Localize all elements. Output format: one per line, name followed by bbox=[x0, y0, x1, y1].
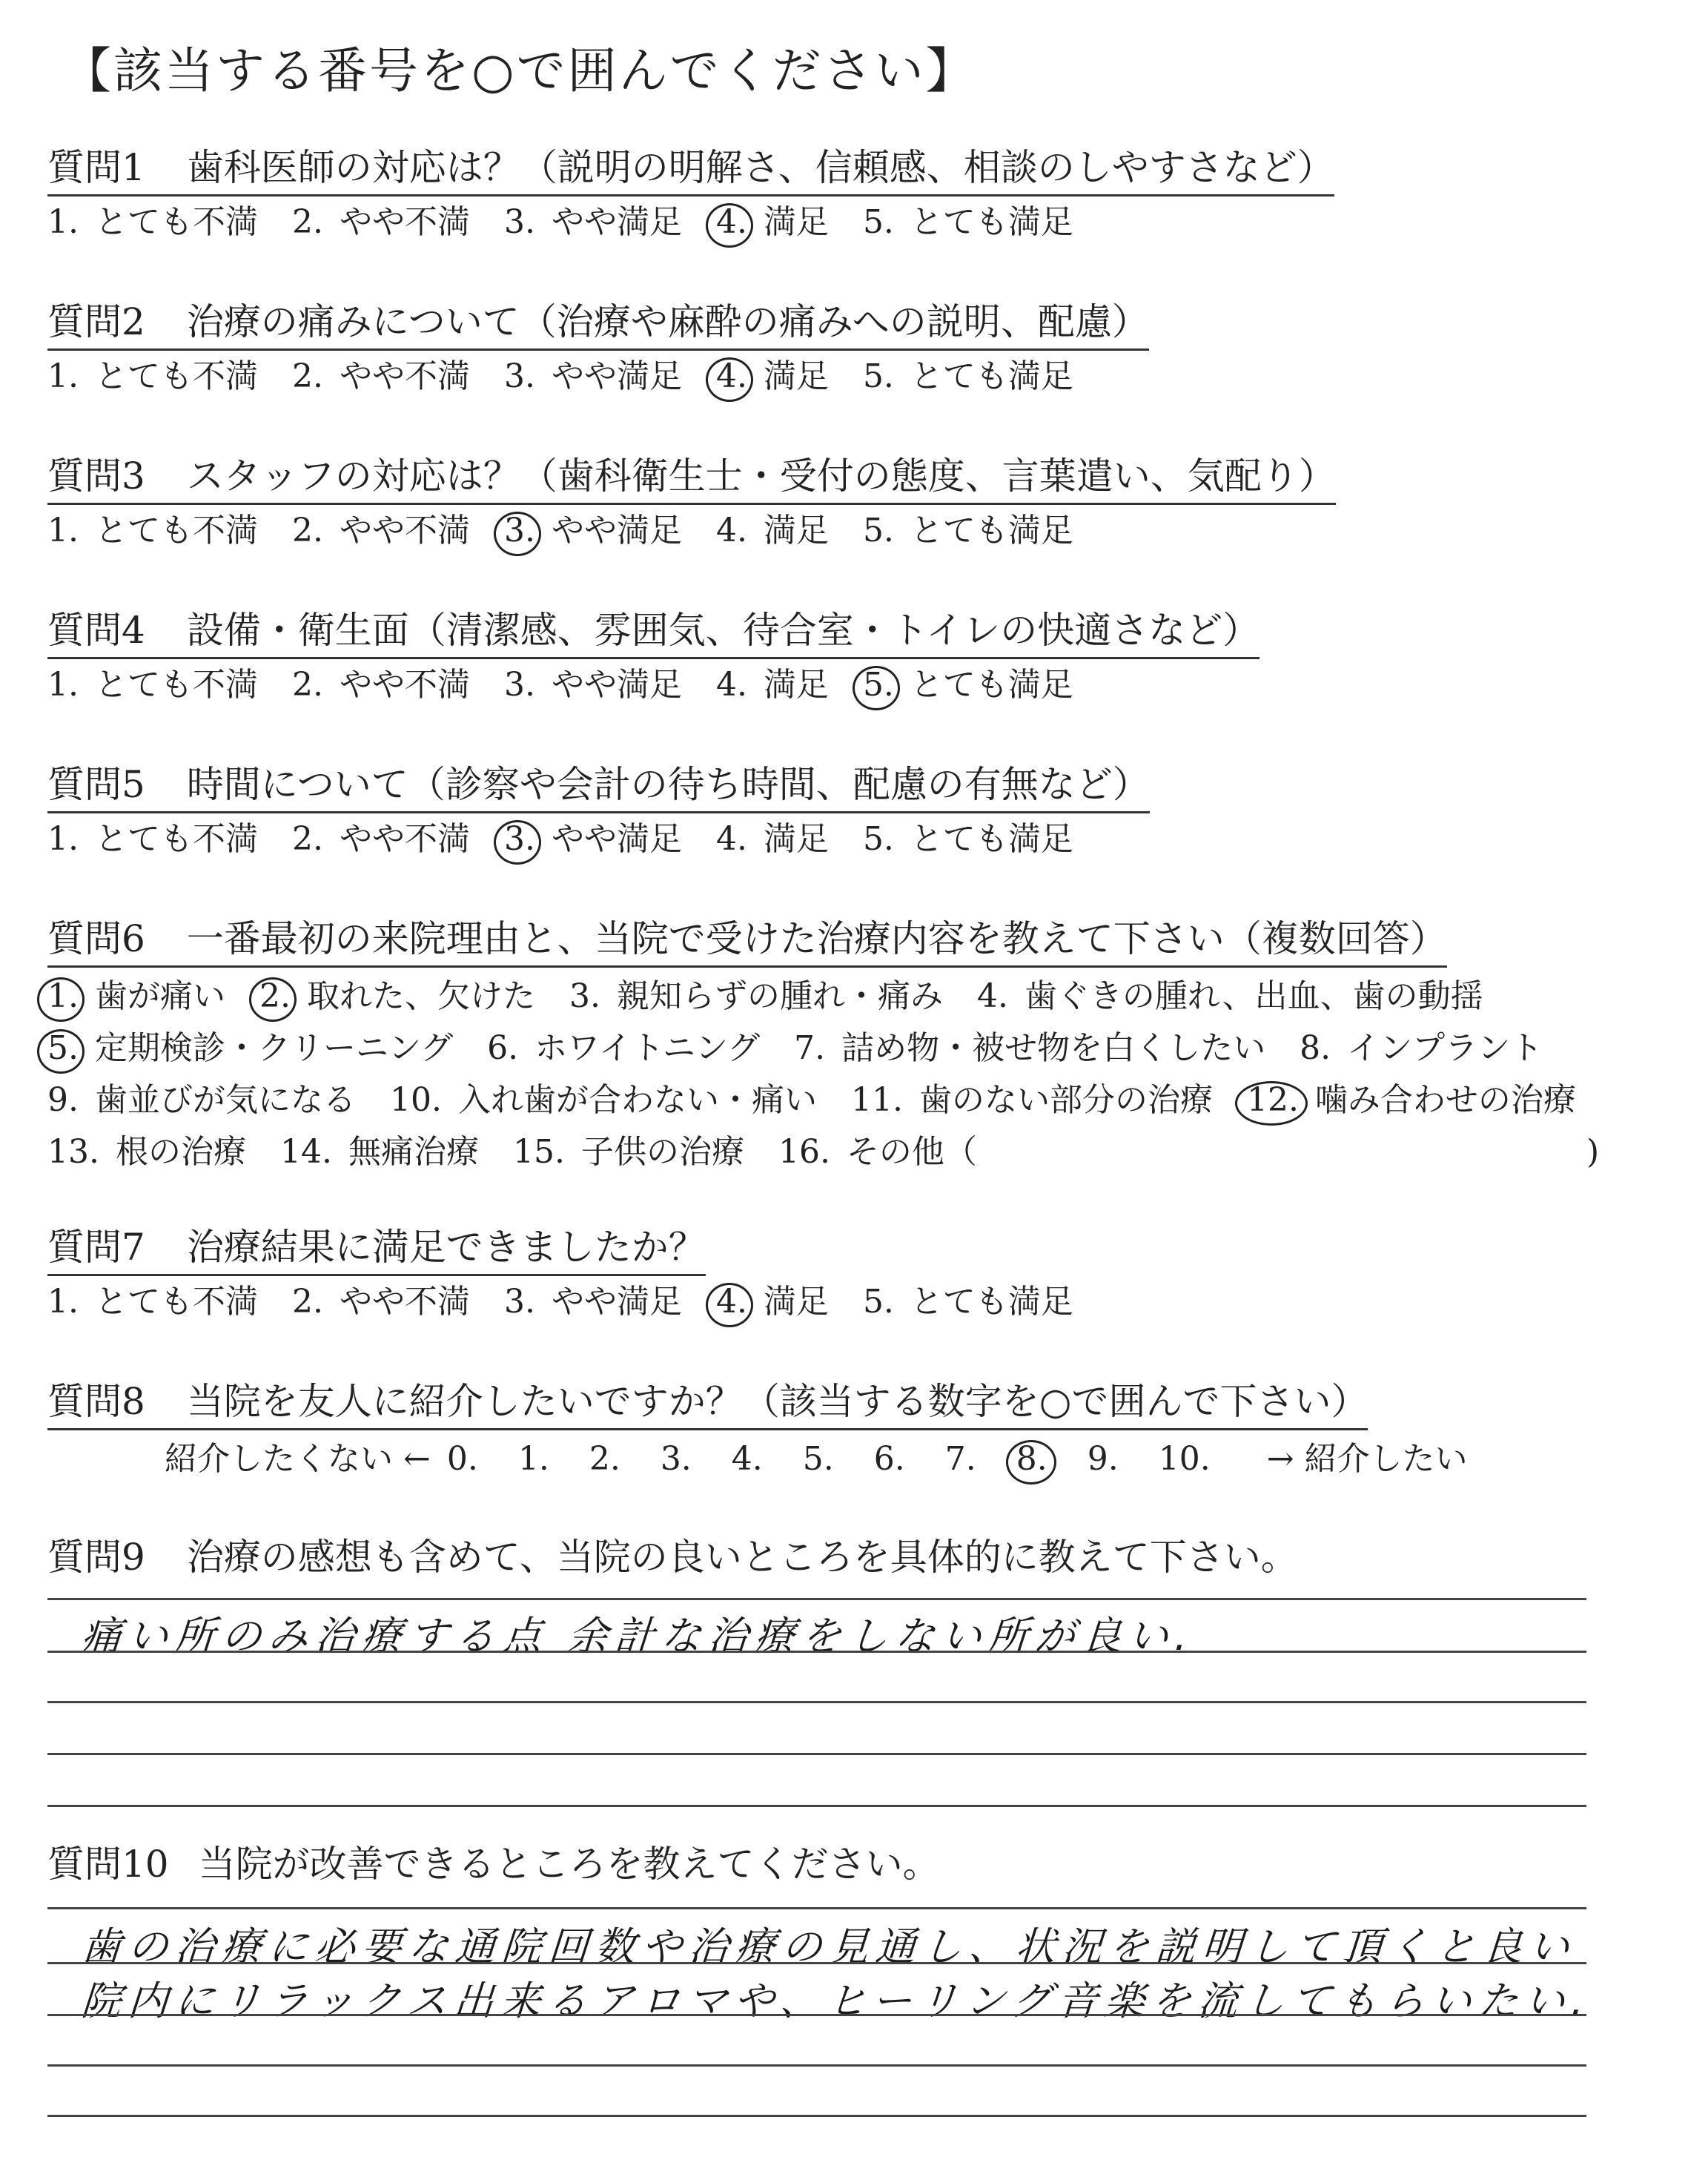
option-label: 歯ぐきの腫れ、出血、歯の動揺 bbox=[1024, 977, 1483, 1015]
option-label: 詰め物・被せ物を白くしたい bbox=[841, 1029, 1266, 1067]
answer-line bbox=[47, 1701, 1586, 1703]
question-8-rating[interactable] bbox=[148, 1437, 1484, 1482]
option-label: 満足 bbox=[763, 1283, 829, 1321]
option-4[interactable] bbox=[716, 663, 829, 707]
option-number: 11. bbox=[850, 1081, 903, 1119]
option-number: 12. bbox=[1246, 1081, 1299, 1119]
q6-option-4[interactable] bbox=[977, 974, 1483, 1019]
q6-option-12[interactable] bbox=[1247, 1078, 1576, 1123]
option-3[interactable] bbox=[504, 663, 682, 707]
option-number: 1. bbox=[47, 820, 79, 858]
option-number: 1. bbox=[47, 203, 79, 241]
q6-option-9[interactable] bbox=[47, 1078, 356, 1123]
option-2[interactable] bbox=[292, 1280, 470, 1324]
answer-line bbox=[47, 1651, 1586, 1653]
q10-handwritten-answer-line-2: 院内にリラックス出来るアロマや、ヒーリング音楽を流してもらいたい. bbox=[79, 1978, 1593, 2024]
option-number: 2. bbox=[291, 666, 323, 704]
question-1-number: 質問1 bbox=[47, 146, 145, 189]
option-2[interactable] bbox=[292, 817, 470, 862]
question-2-text: 治療の痛みについて（治療や麻酔の痛みへの説明、配慮） bbox=[186, 300, 1149, 343]
option-2[interactable] bbox=[292, 200, 470, 245]
option-number: 3. bbox=[503, 357, 535, 395]
question-6-number: 質問6 bbox=[47, 917, 145, 960]
option-number: 2. bbox=[291, 1283, 323, 1321]
option-4[interactable] bbox=[716, 817, 829, 862]
question-4-number: 質問4 bbox=[47, 609, 145, 652]
option-number: 15. bbox=[512, 1133, 565, 1171]
option-1[interactable] bbox=[47, 200, 258, 245]
option-1[interactable] bbox=[47, 509, 258, 553]
option-number: 4. bbox=[715, 512, 747, 549]
option-5[interactable] bbox=[863, 354, 1073, 399]
option-label: 子供の治療 bbox=[580, 1133, 744, 1171]
question-1-options[interactable] bbox=[47, 200, 1108, 245]
question-4-options[interactable] bbox=[47, 663, 1108, 707]
option-number: 13. bbox=[47, 1133, 99, 1171]
option-number: 5. bbox=[862, 1283, 894, 1321]
option-label: 満足 bbox=[763, 666, 829, 704]
option-number: 3. bbox=[503, 203, 535, 241]
option-label: やや不満 bbox=[339, 357, 470, 395]
rating-scale[interactable] bbox=[447, 1440, 1251, 1478]
q6-option-14[interactable] bbox=[280, 1130, 479, 1175]
question-8-number: 質問8 bbox=[47, 1380, 145, 1423]
option-number: 2. bbox=[291, 820, 323, 858]
question-7-title bbox=[47, 1225, 706, 1276]
rating-7[interactable]: 7. bbox=[944, 1440, 976, 1478]
option-2[interactable] bbox=[292, 354, 470, 399]
option-label: ホワイトニング bbox=[534, 1029, 761, 1067]
question-6-text: 一番最初の来院理由と、当院で受けた治療内容を教えて下さい（複数回答） bbox=[186, 917, 1447, 960]
option-label: とても満足 bbox=[910, 666, 1073, 704]
answer-line bbox=[47, 1753, 1586, 1755]
option-label: やや満足 bbox=[551, 357, 682, 395]
option-label: やや不満 bbox=[339, 820, 470, 858]
option-number: 16. bbox=[778, 1133, 830, 1171]
answer-line bbox=[47, 1907, 1586, 1909]
option-label: とても不満 bbox=[94, 820, 258, 858]
option-label: 噛み合わせの治療 bbox=[1314, 1081, 1576, 1119]
option-number: 1. bbox=[47, 512, 79, 549]
option-label: とても満足 bbox=[910, 357, 1073, 395]
option-label: とても満足 bbox=[910, 820, 1073, 858]
answer-line bbox=[47, 2014, 1586, 2016]
option-number: 2. bbox=[291, 512, 323, 549]
option-number: 3. bbox=[503, 820, 535, 858]
option-label: やや満足 bbox=[551, 666, 682, 704]
question-1-text: 歯科医師の対応は？（説明の明解さ、信頼感、相談のしやすさなど） bbox=[186, 146, 1334, 189]
option-label: やや不満 bbox=[339, 203, 470, 241]
answer-line bbox=[47, 2064, 1586, 2067]
option-number: 2. bbox=[291, 203, 323, 241]
option-label: 満足 bbox=[763, 357, 829, 395]
question-10-title bbox=[47, 1842, 940, 1891]
option-number: 14. bbox=[279, 1133, 332, 1171]
option-label: やや満足 bbox=[551, 1283, 682, 1321]
q6-option-2[interactable] bbox=[259, 974, 535, 1019]
option-label: とても不満 bbox=[94, 1283, 258, 1321]
question-7-options[interactable] bbox=[47, 1280, 1108, 1324]
rating-5[interactable]: 5. bbox=[802, 1440, 834, 1478]
option-4[interactable] bbox=[716, 354, 829, 399]
option-number: 5. bbox=[862, 203, 894, 241]
question-6-other-close: ) bbox=[1586, 1133, 1600, 1171]
question-9-title bbox=[47, 1535, 1298, 1584]
q6-option-5[interactable] bbox=[47, 1026, 453, 1071]
answer-line bbox=[47, 1805, 1586, 1807]
answer-line bbox=[47, 2115, 1586, 2117]
answer-line bbox=[47, 1962, 1586, 1964]
rating-6[interactable]: 6. bbox=[873, 1440, 905, 1478]
q6-option-6[interactable] bbox=[487, 1026, 760, 1071]
option-label: 満足 bbox=[763, 820, 829, 858]
option-number: 4. bbox=[715, 357, 747, 395]
q6-option-15[interactable] bbox=[513, 1130, 744, 1175]
option-label: 歯が痛い bbox=[94, 977, 225, 1015]
option-label: とても不満 bbox=[94, 203, 258, 241]
option-3[interactable] bbox=[504, 200, 682, 245]
question-1-title bbox=[47, 145, 1334, 196]
option-number: 4. bbox=[715, 1283, 747, 1321]
option-label: 無痛治療 bbox=[348, 1133, 479, 1171]
option-label: やや不満 bbox=[339, 1283, 470, 1321]
option-3[interactable] bbox=[504, 509, 682, 553]
option-1[interactable] bbox=[47, 663, 258, 707]
option-number: 3. bbox=[503, 666, 535, 704]
question-6-row-3[interactable] bbox=[47, 1078, 1610, 1123]
question-6-row-1[interactable] bbox=[47, 974, 1517, 1019]
rating-right-label: → 紹介したい bbox=[1266, 1440, 1468, 1478]
option-number: 5. bbox=[862, 820, 894, 858]
option-label: とても満足 bbox=[910, 203, 1073, 241]
option-label: インプラント bbox=[1347, 1029, 1543, 1067]
option-2[interactable] bbox=[292, 509, 470, 553]
option-label: 歯のない部分の治療 bbox=[918, 1081, 1213, 1119]
q6-option-16[interactable] bbox=[778, 1130, 977, 1175]
q6-option-13[interactable] bbox=[47, 1130, 246, 1175]
option-number: 2. bbox=[291, 357, 323, 395]
q6-option-8[interactable] bbox=[1300, 1026, 1543, 1071]
q6-option-3[interactable] bbox=[569, 974, 943, 1019]
question-3-text: スタッフの対応は？（歯科衛生士・受付の態度、言葉遣い、気配り） bbox=[186, 455, 1336, 498]
question-5-options[interactable] bbox=[47, 817, 1108, 862]
rating-1[interactable]: 1. bbox=[517, 1440, 549, 1478]
option-number: 1. bbox=[47, 1283, 79, 1321]
option-5[interactable] bbox=[863, 1280, 1073, 1324]
option-number: 3. bbox=[569, 977, 600, 1015]
option-label: とても不満 bbox=[94, 512, 258, 549]
question-10-text: 当院が改善できるところを教えてください。 bbox=[198, 1843, 940, 1886]
question-3-number: 質問3 bbox=[47, 455, 145, 498]
question-2-number: 質問2 bbox=[47, 300, 145, 343]
question-8-title bbox=[47, 1379, 1368, 1430]
question-5-number: 質問5 bbox=[47, 763, 145, 806]
option-number: 8. bbox=[1300, 1029, 1331, 1067]
option-4[interactable] bbox=[716, 1280, 829, 1324]
option-label: 取れた、欠けた bbox=[306, 977, 535, 1015]
option-number: 10. bbox=[389, 1081, 442, 1119]
option-number: 3. bbox=[503, 1283, 535, 1321]
q10-handwritten-answer-line-1: 歯の治療に必要な通院回数や治療の見通し、状況を説明して頂くと良い bbox=[79, 1923, 1578, 1970]
option-label: 定期検診・クリーニング bbox=[94, 1029, 454, 1067]
option-number: 4. bbox=[715, 203, 747, 241]
question-2-options[interactable] bbox=[47, 354, 1108, 399]
rating-8[interactable]: 8. bbox=[1016, 1437, 1047, 1482]
option-label: やや不満 bbox=[339, 666, 470, 704]
option-number: 5. bbox=[862, 512, 894, 549]
question-6-row-4[interactable] bbox=[47, 1130, 1011, 1175]
option-1[interactable] bbox=[47, 354, 258, 399]
option-1[interactable] bbox=[47, 1280, 258, 1324]
option-1[interactable] bbox=[47, 817, 258, 862]
option-number: 5. bbox=[862, 666, 894, 704]
option-5[interactable] bbox=[863, 509, 1073, 553]
question-6-title bbox=[47, 916, 1447, 968]
option-label: やや不満 bbox=[339, 512, 470, 549]
option-5[interactable] bbox=[863, 200, 1073, 245]
option-label: 満足 bbox=[763, 203, 829, 241]
option-4[interactable] bbox=[716, 200, 829, 245]
option-3[interactable] bbox=[504, 817, 682, 862]
question-9-number: 質問9 bbox=[47, 1536, 145, 1579]
option-5[interactable] bbox=[863, 817, 1073, 862]
option-number: 1. bbox=[47, 357, 79, 395]
option-label: とても不満 bbox=[94, 357, 258, 395]
option-number: 3. bbox=[503, 512, 535, 549]
option-label: 入れ歯が合わない・痛い bbox=[457, 1081, 817, 1119]
q9-handwritten-answer: 痛い所のみ治療する点 余計な治療をしない所が良い. bbox=[79, 1613, 1196, 1659]
question-8-text: 当院を友人に紹介したいですか？（該当する数字を○で囲んで下さい） bbox=[186, 1380, 1368, 1423]
option-label: とても満足 bbox=[910, 1283, 1073, 1321]
option-label: やや満足 bbox=[551, 512, 682, 549]
option-number: 6. bbox=[487, 1029, 519, 1067]
question-4-text: 設備・衛生面（清潔感、雰囲気、待合室・トイレの快適さなど） bbox=[186, 609, 1260, 652]
rating-0[interactable]: 0. bbox=[446, 1440, 478, 1478]
answer-line bbox=[47, 1598, 1586, 1600]
option-number: 5. bbox=[47, 1029, 79, 1067]
question-6-row-2[interactable] bbox=[47, 1026, 1577, 1071]
option-label: 歯並びが気になる bbox=[94, 1081, 356, 1119]
question-7-text: 治療結果に満足できましたか？ bbox=[186, 1226, 706, 1269]
question-2-title bbox=[47, 300, 1149, 351]
option-number: 4. bbox=[976, 977, 1008, 1015]
option-number: 4. bbox=[715, 666, 747, 704]
option-3[interactable] bbox=[504, 1280, 682, 1324]
rating-9[interactable]: 9. bbox=[1087, 1440, 1119, 1478]
rating-10[interactable]: 10. bbox=[1158, 1440, 1211, 1478]
option-label: 満足 bbox=[763, 512, 829, 549]
rating-2[interactable]: 2. bbox=[589, 1440, 620, 1478]
q6-option-1[interactable] bbox=[47, 974, 225, 1019]
option-label: 根の治療 bbox=[115, 1133, 246, 1171]
option-3[interactable] bbox=[504, 354, 682, 399]
option-label: とても不満 bbox=[94, 666, 258, 704]
option-number: 2. bbox=[259, 977, 291, 1015]
question-9-text: 治療の感想も含めて、当院の良いところを具体的に教えて下さい。 bbox=[186, 1536, 1298, 1579]
option-number: 9. bbox=[47, 1081, 79, 1119]
question-7-number: 質問7 bbox=[47, 1226, 145, 1269]
option-2[interactable] bbox=[292, 663, 470, 707]
question-3-options[interactable] bbox=[47, 509, 1108, 553]
rating-3[interactable]: 3. bbox=[660, 1440, 692, 1478]
question-10-number: 質問10 bbox=[47, 1843, 169, 1886]
option-5[interactable] bbox=[863, 663, 1073, 707]
q6-option-7[interactable] bbox=[794, 1026, 1265, 1071]
option-number: 4. bbox=[715, 820, 747, 858]
option-label: その他（ bbox=[846, 1133, 977, 1171]
question-5-text: 時間について（診察や会計の待ち時間、配慮の有無など） bbox=[186, 763, 1150, 806]
option-number: 1. bbox=[47, 977, 79, 1015]
q6-option-11[interactable] bbox=[851, 1078, 1213, 1123]
question-3-title bbox=[47, 454, 1336, 505]
option-label: 親知らずの腫れ・痛み bbox=[616, 977, 943, 1015]
option-number: 1. bbox=[47, 666, 79, 704]
option-4[interactable] bbox=[716, 509, 829, 553]
option-number: 5. bbox=[862, 357, 894, 395]
option-number: 7. bbox=[794, 1029, 826, 1067]
option-label: やや満足 bbox=[551, 203, 682, 241]
option-label: とても満足 bbox=[910, 512, 1073, 549]
form-header: 【該当する番号を○で囲んでください】 bbox=[62, 42, 977, 99]
q6-option-10[interactable] bbox=[390, 1078, 817, 1123]
question-4-title bbox=[47, 608, 1260, 659]
option-label: やや満足 bbox=[551, 820, 682, 858]
rating-4[interactable]: 4. bbox=[731, 1440, 763, 1478]
question-5-title bbox=[47, 762, 1150, 813]
rating-left-label: 紹介したくない ← bbox=[165, 1440, 431, 1478]
